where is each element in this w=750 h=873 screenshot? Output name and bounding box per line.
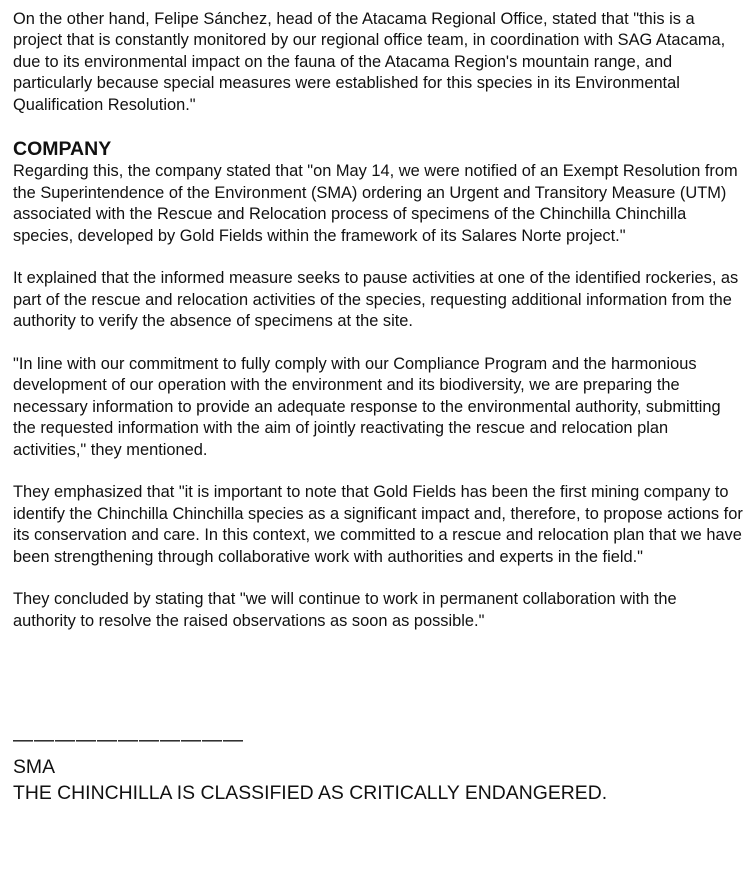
paragraph-compliance-quote: "In line with our commitment to fully comply with our Compliance Program and the harmonious development of our operation with the environment and its biodiversity, we are preparing the necessary information to provide an adequate response to the environmental authority, submitting the requested information with the aim of jointly reactivating the rescue and relocation plan activities," they mentioned. — [13, 355, 721, 459]
paragraph-conclusion: They concluded by stating that "we will continue to work in permanent collaboration with the authority to resolve the raised observations as soon as possible." — [13, 590, 677, 630]
section-heading-company: COMPANY — [13, 138, 112, 161]
paragraph-first-mining-company: They emphasized that "it is important to note that Gold Fields has been the first mining company to identify the Chinchilla Chinchilla species as a significant impact and, therefore, to propose actions for its conservation and care. In this context, we committed to a rescue and relocation plan that we have been strengthening through collaborative work with authorities and experts in the field." — [13, 483, 743, 566]
photo-credit: SMA — [13, 756, 56, 778]
article-body — [13, 9, 743, 632]
paragraph-company-statement: Regarding this, the company stated that "on May 14, we were notified of an Exempt Resolution from the Superintendence of the Environment (SMA) ordering an Urgent and Transitory Measure (UTM) associated with the Rescue and Relocation process of specimens of the Chinchilla Chinchilla species, developed by Gold Fields within the framework of its Salares Norte project." — [13, 162, 738, 245]
paragraph-measure-explanation: It explained that the informed measure seeks to pause activities at one of the identified rockeries, as part of the rescue and relocation activities of the species, requesting additional information from the authority to verify the absence of specimens at the site. — [13, 269, 739, 331]
photo-caption: THE CHINCHILLA IS CLASSIFIED AS CRITICALLY ENDANGERED. — [13, 782, 608, 804]
image-caption-block — [13, 754, 607, 806]
paragraph-regional-office-statement: On the other hand, Felipe Sánchez, head of the Atacama Regional Office, stated that "this is a project that is constantly monitored by our regional office team, in coordination with SAG Atacama, due to its environmental impact on the fauna of the Atacama Region's mountain range, and particularly because special measures were established for this species in its Environmental Qualification Resolution." — [13, 10, 726, 114]
footer-separator: ——————————— — [13, 729, 244, 751]
